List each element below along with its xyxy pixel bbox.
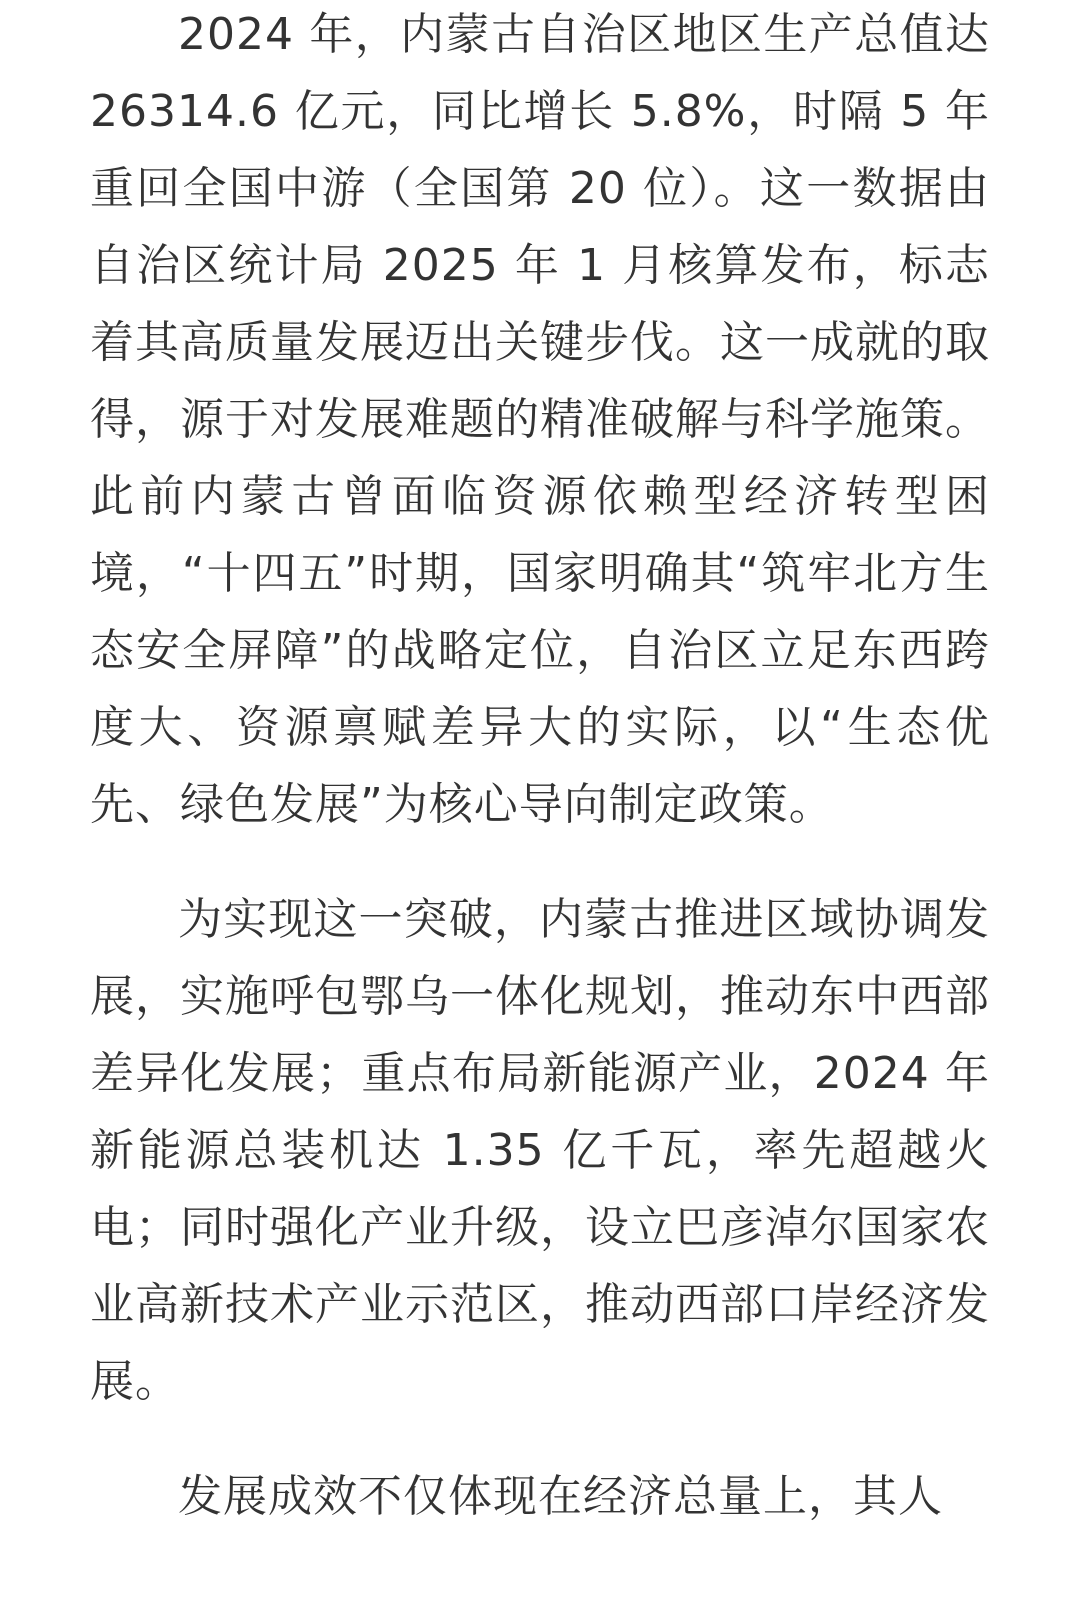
paragraph-gdp-overview: 2024 年，内蒙古自治区地区生产总值达 26314.6 亿元，同比增长 5.8%，时隔 5 年重回全国中游（全国第 20 位）。这一数据由自治区统计局 2025 年 1 月核算发布，标志着其高质量发展迈出关键步伐。这一成就的取得，源于对发展难题的精准破解与科学施策。此前内蒙古曾面临资源依赖型经济转型困境，“十四五”时期，国家明确其“筑牢北方生态安全屏障”的战略定位，自治区立足东西跨度大、资源禀赋差异大的实际，以“生态优先、绿色发展”为核心导向制定政策。: [90, 9, 990, 830]
paragraph-breakthrough-measures: 为实现这一突破，内蒙古推进区域协调发展，实施呼包鄂乌一体化规划，推动东中西部差异化发展；重点布局新能源产业，2024 年新能源总装机达 1.35 亿千瓦，率先超越火电；同时强化产业升级，设立巴彦淖尔国家农业高新技术产业示范区，推动西部口岸经济发展。: [90, 894, 990, 1407]
article-body: [90, 0, 990, 1535]
paragraph-development-results: 发展成效不仅体现在经济总量上，其人: [178, 1471, 943, 1522]
